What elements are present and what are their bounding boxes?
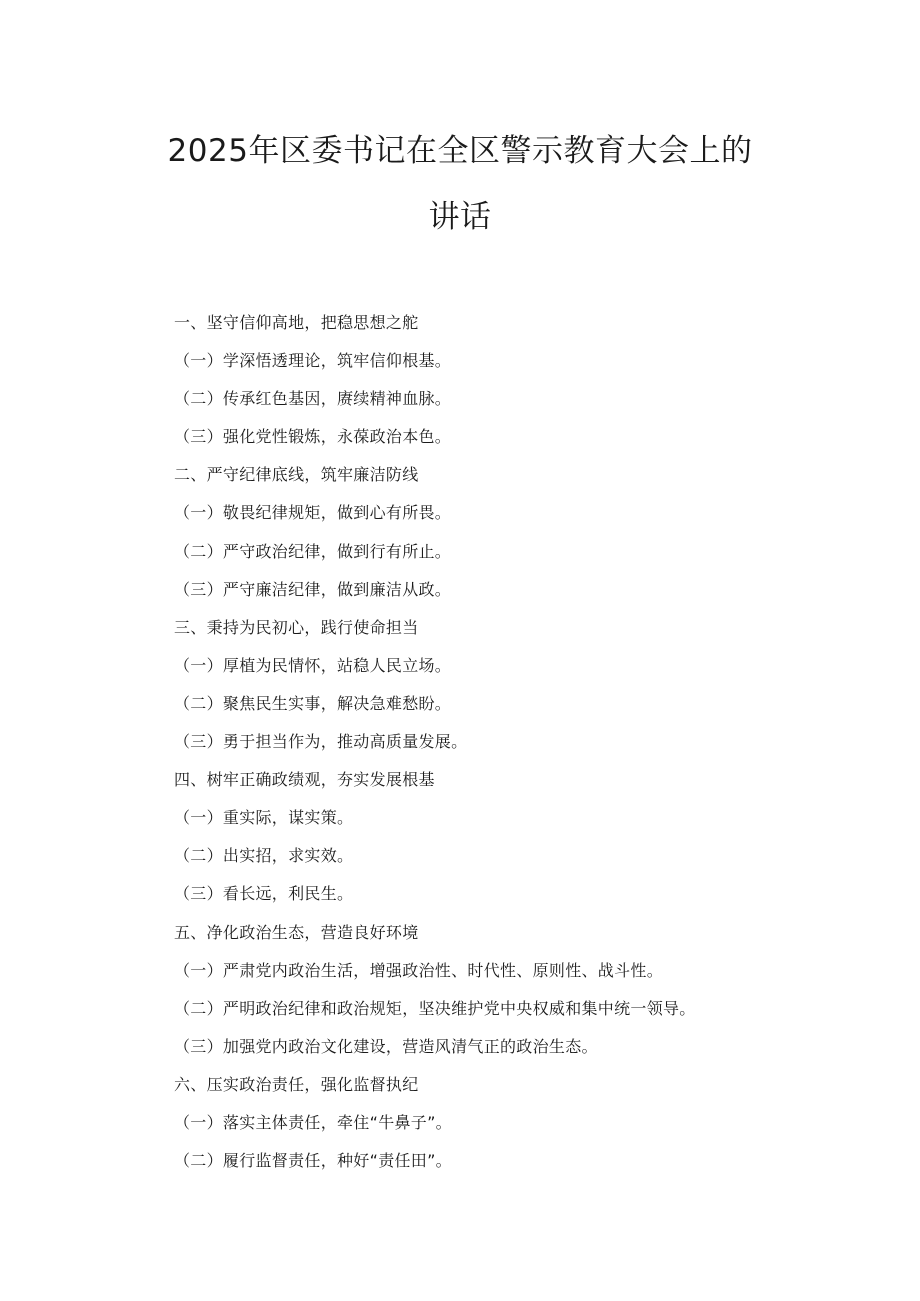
section-item: （三）勇于担当作为，推动高质量发展。: [174, 732, 468, 752]
section-item: （一）学深悟透理论，筑牢信仰根基。: [174, 351, 452, 371]
section-item: （二）严守政治纪律，做到行有所止。: [174, 541, 452, 561]
section-item: （二）出实招，求实效。: [174, 846, 354, 866]
speech-outline: [174, 304, 894, 1180]
section-item: （二）履行监督责任，种好“责任田”。: [174, 1151, 452, 1171]
section-heading-4: 四、树牢正确政绩观，夯实发展根基: [174, 770, 435, 790]
document-title: [0, 118, 920, 250]
section-item: （一）重实际，谋实策。: [174, 808, 354, 828]
section-item: （一）落实主体责任，牵住“牛鼻子”。: [174, 1112, 452, 1132]
section-item: （一）敬畏纪律规矩，做到心有所畏。: [174, 503, 452, 523]
section-heading-2: 二、严守纪律底线，筑牢廉洁防线: [174, 465, 419, 485]
section-item: （一）严肃党内政治生活，增强政治性、时代性、原则性、战斗性。: [174, 960, 664, 980]
section-heading-5: 五、净化政治生态，营造良好环境: [174, 922, 419, 942]
title-line-2: 讲话: [428, 199, 492, 235]
section-heading-6: 六、压实政治责任，强化监督执纪: [174, 1074, 419, 1094]
section-item: （三）强化党性锻炼，永葆政治本色。: [174, 427, 452, 447]
section-heading-1: 一、坚守信仰高地，把稳思想之舵: [174, 313, 419, 332]
section-item: （三）加强党内政治文化建设，营造风清气正的政治生态。: [174, 1036, 598, 1056]
section-heading-3: 三、秉持为民初心，践行使命担当: [174, 617, 419, 637]
section-item: （二）严明政治纪律和政治规矩，坚决维护党中央权威和集中统一领导。: [174, 998, 696, 1018]
section-item: （三）看长远，利民生。: [174, 884, 354, 904]
section-item: （二）聚焦民生实事，解决急难愁盼。: [174, 693, 452, 713]
section-item: （三）严守廉洁纪律，做到廉洁从政。: [174, 579, 452, 599]
section-item: （二）传承红色基因，赓续精神血脉。: [174, 389, 452, 409]
title-line-1: 2025年区委书记在全区警示教育大会上的: [167, 133, 753, 169]
section-item: （一）厚植为民情怀，站稳人民立场。: [174, 655, 452, 675]
